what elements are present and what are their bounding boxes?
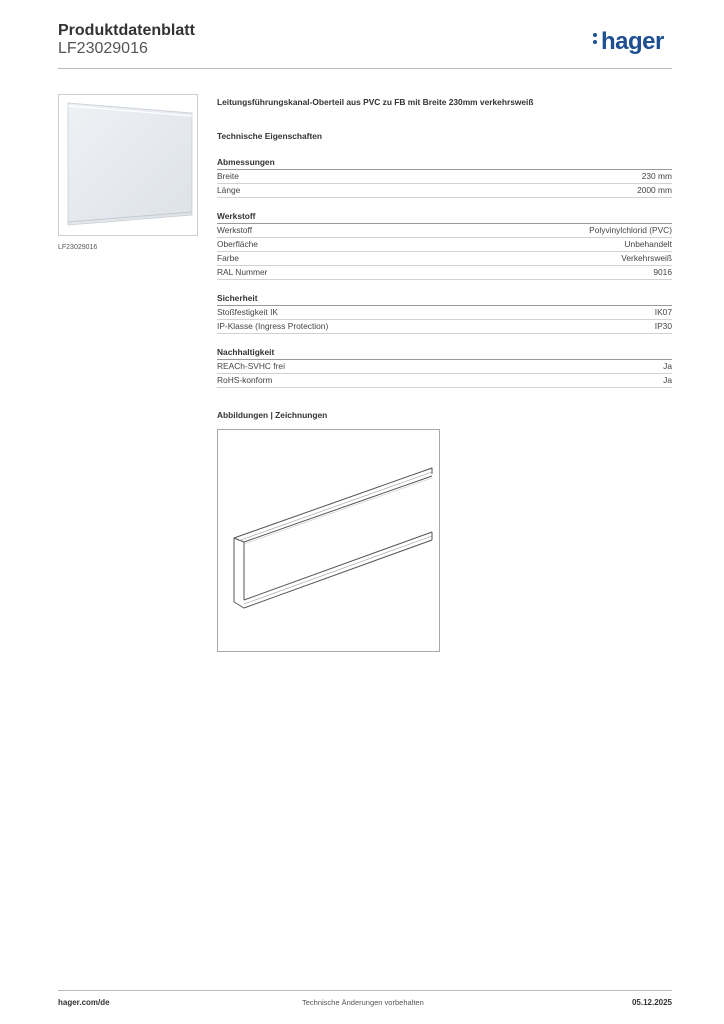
spec-value: Unbehandelt [624, 239, 672, 249]
spec-row [217, 238, 672, 252]
spec-label: Farbe [217, 253, 239, 263]
spec-group-safety [217, 291, 672, 334]
spec-row [217, 224, 672, 238]
technical-properties-title: Technische Eigenschaften [217, 131, 323, 141]
footer-website: hager.com/de [58, 998, 110, 1007]
spec-row [217, 184, 672, 198]
product-code: LF23029016 [58, 40, 148, 57]
spec-value: Verkehrsweiß [621, 253, 672, 263]
cable-duct-cover-drawing [218, 430, 439, 651]
spec-value: Ja [663, 375, 672, 385]
product-description: Leitungsführungskanal-Oberteil aus PVC zu FB mit Breite 230mm verkehrsweiß [217, 97, 534, 107]
product-panel-image [66, 101, 194, 229]
footer-divider [58, 990, 672, 991]
spec-value: 9016 [653, 267, 672, 277]
spec-row [217, 252, 672, 266]
spec-value: 2000 mm [637, 185, 672, 195]
spec-value: 230 mm [641, 171, 672, 181]
spec-label: Breite [217, 171, 239, 181]
logo-text: hager [601, 28, 664, 55]
footer-date: 05.12.2025 [631, 998, 672, 1007]
figures-title: Abbildungen | Zeichnungen [217, 410, 328, 420]
spec-label: Stoßfestigkeit IK [217, 307, 278, 317]
footer-notice: Technische Änderungen vorbehalten [302, 998, 424, 1007]
page-title: Produktdatenblatt [58, 22, 195, 39]
spec-group-title: Abmessungen [217, 155, 672, 170]
spec-label: REACh-SVHC frei [217, 361, 285, 371]
spec-group-title: Werkstoff [217, 209, 672, 224]
spec-group-title: Sicherheit [217, 291, 672, 306]
spec-group-dimensions [217, 155, 672, 198]
logo-dots-icon [593, 30, 599, 47]
spec-group-title: Nachhaltigkeit [217, 345, 672, 360]
spec-value: Polyvinylchlorid (PVC) [589, 225, 672, 235]
spec-row [217, 374, 672, 388]
spec-group-material [217, 209, 672, 280]
header-divider [58, 68, 672, 69]
spec-label: Werkstoff [217, 225, 253, 235]
spec-row [217, 320, 672, 334]
spec-value: Ja [663, 361, 672, 371]
spec-label: IP-Klasse (Ingress Protection) [217, 321, 329, 331]
spec-row [217, 266, 672, 280]
spec-label: Oberfläche [217, 239, 258, 249]
hager-logo [593, 28, 664, 56]
spec-label: RoHS-konform [217, 375, 273, 385]
thumbnail-caption: LF23029016 [58, 244, 98, 251]
spec-value: IK07 [654, 307, 672, 317]
spec-row [217, 360, 672, 374]
spec-row [217, 170, 672, 184]
technical-drawing [217, 429, 440, 652]
product-thumbnail [58, 94, 198, 236]
spec-label: RAL Nummer [217, 267, 268, 277]
spec-value: IP30 [654, 321, 672, 331]
spec-label: Länge [217, 185, 241, 195]
spec-group-sustainability [217, 345, 672, 388]
spec-row [217, 306, 672, 320]
